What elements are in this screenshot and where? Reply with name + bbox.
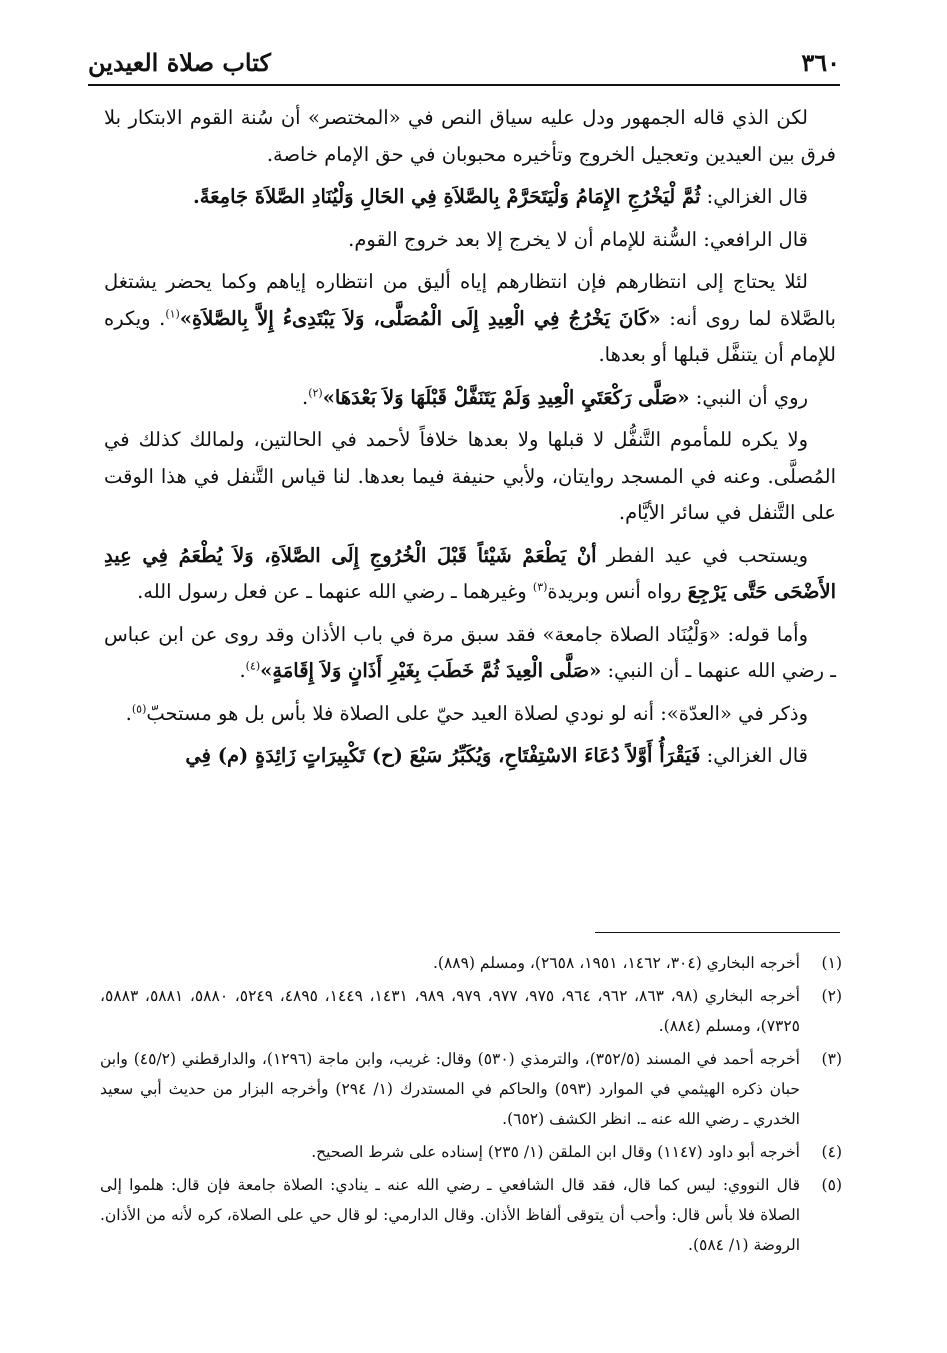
paragraph-5-text-b: . <box>302 385 309 409</box>
paragraph-8-text-a: وأما قوله: «وَلْيُنَاد الصلاة جامعة» فقد سبق مرة في باب الأذان وقد روى عن ابن عباس ـ رضي الله عنهما ـ أن النبي: <box>104 622 836 682</box>
footnote-item <box>100 1170 842 1260</box>
paragraph-5-text-a: روي أن النبي: <box>689 385 808 409</box>
paragraph-3: قال الرافعي: السُّنة للإمام أن لا يخرج إلا بعد خروج القوم. <box>348 227 808 251</box>
page-number: ٣٦٠ <box>801 48 840 77</box>
footnote-text: أخرجه أحمد في المسند (٣٥٢/٥)، والترمذي (٥٣٠) وقال: غريب، وابن ماجة (١٢٩٦)، والدارقطني (٤٥/٢) وابن حبان ذكره الهيثمي في الموارد (٥٩٣) والحاكم في المستدرك (١/ ٢٩٤) وأخرجه البزار من حديث أبي سعيد الخدري ـ رضي الله عنه ـ. انظر الكشف (٦٥٢). <box>100 1050 801 1128</box>
footnote-ref-4: (٤) <box>245 659 261 673</box>
quoted-text: ثُمَّ لْيَخْرُجِ الإِمَامُ وَلْيَتَحَرَّمْ بِالصَّلاَةِ فِي الحَالِ وَلْيُنَادِ الصَّلاَةَ جَامِعَةً. <box>192 185 701 208</box>
footnote-text: أخرجه أبو داود (١١٤٧) وقال ابن الملقن (١/ ٢٣٥) إسناده على شرط الصحيح. <box>311 1143 800 1161</box>
footnote-item <box>100 1044 842 1134</box>
paragraph-7-text-a: ويستحب في عيد الفطر <box>596 543 808 567</box>
speaker-label: قال الغزالي: <box>700 185 808 208</box>
paragraph-4 <box>104 264 836 374</box>
page-header <box>88 44 840 86</box>
paragraph-2 <box>104 179 836 216</box>
footnote-ref-2: (٢) <box>308 386 323 399</box>
footnote-divider <box>595 932 840 933</box>
quoted-text: فَيَقْرَأُ أَوَّلاً دُعَاءَ الاسْتِفْتَاحِ، وَيُكَبِّرُ سَبْعَ (ح) تَكْبِيرَاتٍ زَائِدَةٍ (م) فِي <box>185 744 701 767</box>
hadith-quote-4: «صَلَّى الْعِيدَ ثُمَّ خَطَبَ بِغَيْرِ أَذَانٍ وَلاَ إِقَامَةٍ» <box>260 659 602 682</box>
footnote-text: أخرجه البخاري (٩٨، ٨٦٣، ٩٦٢، ٩٦٤، ٩٧٥، ٩٧٧، ٩٧٩، ٩٨٩، ١٤٣١، ١٤٤٩، ٤٨٩٥، ٥٢٤٩، ٥٨٨٠، ٥٨٨١، ٥٨٨٣، ٧٣٢٥)، ومسلم (٨٨٤). <box>100 987 800 1035</box>
footnote-text: قال النووي: ليس كما قال، فقد قال الشافعي ـ رضي الله عنه ـ ينادي: الصلاة جامعة فإن قال: هلموا إلى الصلاة فلا بأس قال: وأحب أن يتوقى ألفاظ الأذان. وقال الدارمي: لو قال حي على الصلاة، كره لأنه من الأذان. الروضة (١/ ٥٨٤). <box>100 1176 800 1254</box>
footnote-number: (٢) <box>821 987 842 1005</box>
paragraph-7-text-c: وغيرهما ـ رضي الله عنهما ـ عن فعل رسول الله. <box>137 580 533 603</box>
paragraph-8 <box>104 617 836 690</box>
paragraph-1: لكن الذي قاله الجمهور ودل عليه سياق النص في «المختصر» أن سُنة القوم الابتكار بلا فرق بين العيدين وتعجيل الخروج وتأخيره محبوبان في حق الإمام خاصة. <box>104 106 836 166</box>
paragraph-9-text-b: . <box>125 701 132 725</box>
paragraph-5 <box>104 380 836 417</box>
footnote-number: (٥) <box>821 1176 842 1194</box>
hadith-quote-1: «كَانَ يَخْرُجُ فِي الْعِيدِ إِلَى الْمُصَلَّى، وَلاَ يَبْتَدِىءُ إِلاَّ بِالصَّلاَةِ» <box>179 306 661 330</box>
footnote-item <box>100 948 842 978</box>
running-title: كتاب صلاة العيدين <box>88 48 271 77</box>
paragraph-10 <box>104 738 836 775</box>
paragraph-9-text-a: وذكر في «العدّة»: أنه لو نودي لصلاة العيد حيّ على الصلاة فلا بأس بل هو مستحبّ <box>146 701 808 725</box>
footnote-item <box>100 1137 842 1167</box>
paragraph-4-text-a: لئلا يحتاج إلى انتظارهم فإن انتظارهم إياه أليق من انتظاره إياهم وكما يحضر يشتغل بالصَّلاة لما روى أنه: <box>104 270 836 330</box>
footnote-ref-5: (٥) <box>131 702 147 715</box>
footnote-number: (٤) <box>821 1143 842 1161</box>
hadith-quote-2: «صَلَّى رَكْعَتَيِ الْعِيدِ وَلَمْ يَتَنَفَّلْ قَبْلَهَا وَلاَ بَعْدَهَا» <box>322 385 690 409</box>
hadith-quote-3: أنْ يَطْعَمْ شَيْئاً قَبْلَ الْخُرُوجِ إِلَى الصَّلاَةِ، وَلاَ يُطْعَمُ فِي عِيدِ الأَضْحَى حَتَّى يَرْجِعَ <box>104 543 836 603</box>
paragraph-9 <box>104 696 836 733</box>
speaker-label: قال الغزالي: <box>700 744 808 767</box>
footnote-item <box>100 981 842 1041</box>
footnote-number: (٣) <box>821 1050 842 1068</box>
paragraph-4-text-b: . ويكره للإمام أن يتنفَّل قبلها أو بعدها. <box>104 306 836 366</box>
paragraph-7 <box>104 538 836 611</box>
paragraph-6: ولا يكره للمأموم التَّنفُّل لا قبلها ولا بعدها خلافاً لأحمد في الحالتين، ولمالك كذلك في المُصلَّى. وعنه في المسجد روايتان، ولأبي حنيفة فيما بعدها. لنا قياس التَّنفل في هذا الوقت على التَّنفل في سائر الأيَّام. <box>104 428 836 524</box>
footnote-text: أخرجه البخاري (٣٠٤، ١٤٦٢، ١٩٥١، ٢٦٥٨)، ومسلم (٨٨٩). <box>432 954 800 972</box>
footnote-ref-1: (١) <box>165 307 180 320</box>
footnote-ref-3: (٣) <box>532 580 548 594</box>
paragraph-8-text-b: . <box>239 659 246 682</box>
main-text <box>104 100 836 781</box>
footnote-number: (١) <box>821 954 842 972</box>
footnotes <box>100 948 842 1263</box>
paragraph-7-text-b: رواه أنس وبريدة <box>547 580 688 603</box>
